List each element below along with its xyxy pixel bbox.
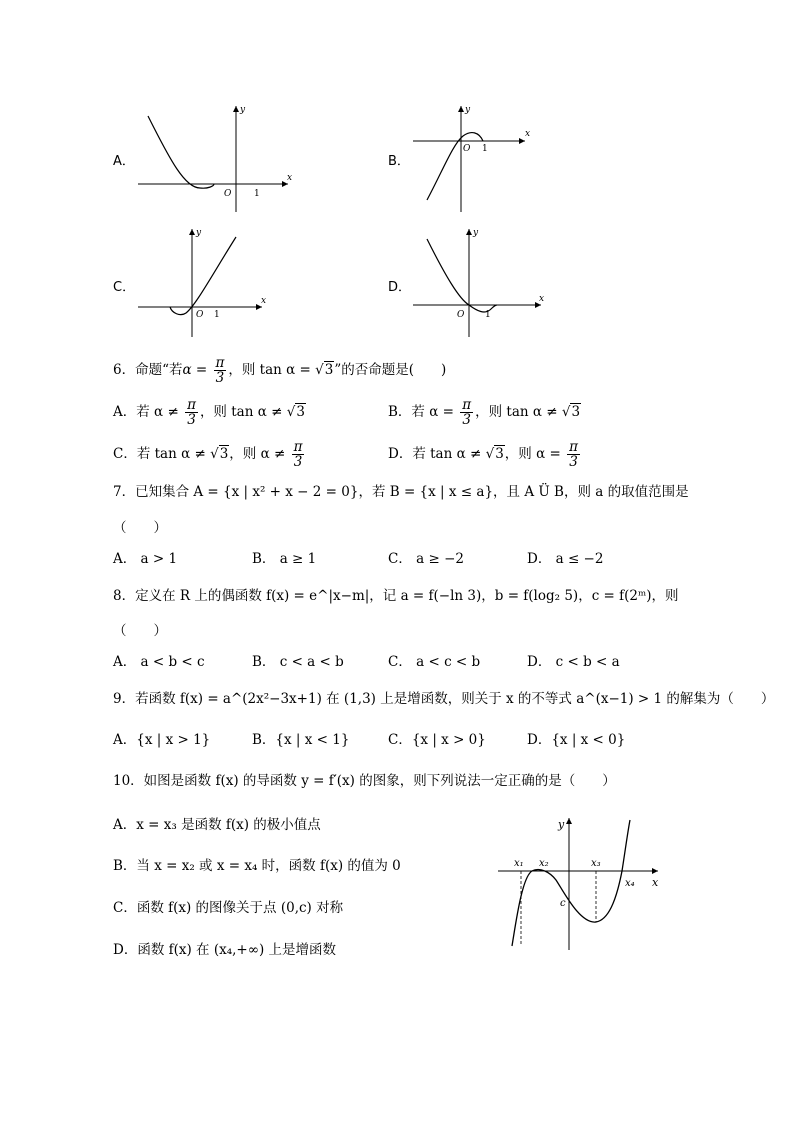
q6-option-b[interactable]: B．若 α = $\frac{\pi}{3}$ ，则 tan α ≠ √3 — [388, 397, 581, 428]
graph-a-x-label: x — [287, 173, 293, 183]
q8-option-d[interactable]: D． c < b < a — [527, 654, 620, 670]
graph-d — [405, 225, 550, 343]
graph-b-origin: O — [463, 144, 471, 154]
q7-option-c[interactable]: C． a ≥ −2 — [388, 551, 464, 567]
q6-option-c[interactable]: C．若 tan α ≠ √3，则 α ≠ $\frac{\pi}{3}$ — [113, 439, 303, 470]
q7-option-b[interactable]: B． a ≥ 1 — [252, 551, 317, 567]
q9-option-b[interactable]: B．{x | x < 1} — [252, 732, 350, 748]
q10-stem: 10．如图是函数 f(x) 的导函数 y = f′(x) 的图象，则下列说法一定正确的是（ ） — [113, 773, 616, 789]
q9-stem: 9．若函数 f(x) = a^(2x²−3x+1) 在 (1,3) 上是增函数，则关于 x 的不等式 a^(x−1) > 1 的解集为（ ） — [113, 691, 775, 707]
graph-a — [130, 100, 300, 218]
q7-stem: 7．已知集合 A = {x | x² + x − 2 = 0}，若 B = {x | x ≤ a}，且 A Ü B，则 a 的取值范围是 — [113, 484, 689, 500]
q8-option-b[interactable]: B． c < a < b — [252, 654, 344, 670]
option-d-label: D． — [388, 280, 412, 295]
q6-option-d[interactable]: D．若 tan α ≠ √3，则 α = $\frac{\pi}{3}$ — [388, 439, 578, 470]
graph-d-x-label: x — [539, 294, 545, 304]
q9-option-a[interactable]: A．{x | x > 1} — [113, 732, 211, 748]
q10-x4-label: x₄ — [625, 878, 635, 889]
graph-c-origin: O — [196, 310, 204, 320]
graph-c-y-label: y — [196, 228, 202, 238]
q10-x3-label: x₃ — [591, 858, 601, 869]
graph-a-one: 1 — [254, 189, 260, 199]
option-a-label: A． — [113, 154, 135, 169]
q10-derivative-graph — [492, 812, 672, 954]
q10-option-d[interactable]: D．函数 f(x) 在 (x₄,+∞) 上是增函数 — [113, 942, 337, 958]
graph-c-x-label: x — [261, 296, 267, 306]
q8-paren: （ ） — [113, 623, 167, 639]
q10-y-label: y — [558, 818, 565, 831]
q10-c-label: c — [560, 898, 566, 909]
q10-x-label: x — [652, 876, 659, 889]
q7-paren: （ ） — [113, 520, 167, 536]
option-b-label: B． — [388, 154, 410, 169]
q9-option-d[interactable]: D．{x | x < 0} — [527, 732, 626, 748]
graph-a-origin: O — [224, 189, 232, 199]
graph-c — [130, 225, 270, 343]
q10-x1-label: x₁ — [514, 858, 524, 869]
q10-option-a[interactable]: A．x = x₃ 是函数 f(x) 的极小值点 — [113, 817, 321, 833]
q6-option-a[interactable]: A．若 α ≠ $\frac{\pi}{3}$ ，则 tan α ≠ √3 — [113, 397, 305, 428]
q8-stem: 8．定义在 R 上的偶函数 f(x) = e^|x−m|，记 a = f(−ln 3)，b = f(log₂ 5)，c = f(2ᵐ)，则 — [113, 588, 679, 604]
q10-x2-label: x₂ — [539, 858, 549, 869]
graph-b-y-label: y — [465, 105, 471, 115]
q8-option-a[interactable]: A． a < b < c — [113, 654, 205, 670]
graph-c-one: 1 — [214, 310, 220, 320]
graph-a-y-label: y — [240, 105, 246, 115]
option-c-label: C． — [113, 280, 136, 295]
graph-d-one: 1 — [485, 310, 491, 320]
graph-d-origin: O — [457, 310, 465, 320]
q8-option-c[interactable]: C． a < c < b — [388, 654, 481, 670]
q10-option-b[interactable]: B．当 x = x₂ 或 x = x₄ 时，函数 f(x) 的值为 0 — [113, 858, 401, 874]
graph-b — [405, 100, 535, 218]
q7-option-a[interactable]: A． a > 1 — [113, 551, 178, 567]
q10-option-c[interactable]: C．函数 f(x) 的图像关于点 (0,c) 对称 — [113, 900, 344, 916]
graph-d-y-label: y — [473, 228, 479, 238]
graph-b-x-label: x — [525, 129, 531, 139]
q9-option-c[interactable]: C．{x | x > 0} — [388, 732, 486, 748]
q7-option-d[interactable]: D． a ≤ −2 — [527, 551, 604, 567]
q6-stem: 6．命题“若α = $\frac{\pi}{3}$ ，则 tan α = √3”的否命题是( ) — [113, 355, 447, 386]
graph-b-one: 1 — [482, 144, 488, 154]
